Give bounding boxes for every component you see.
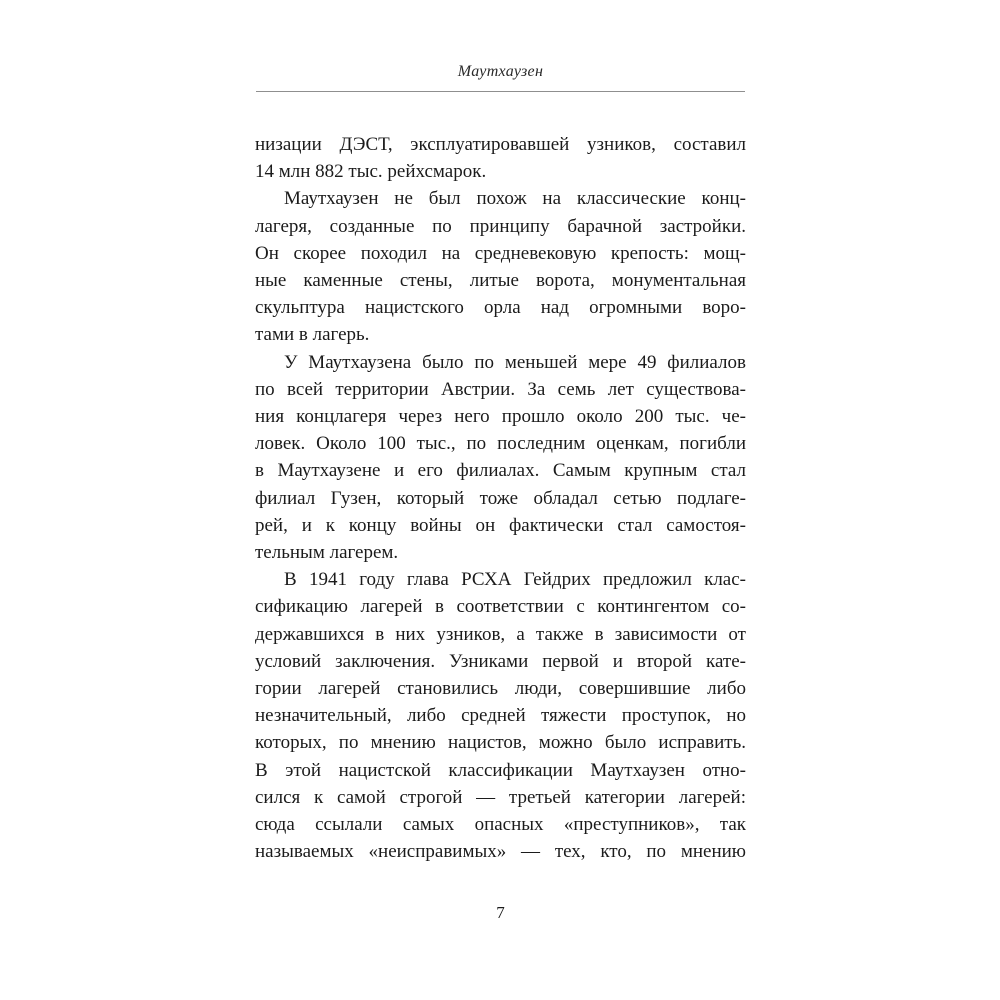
text-line: рей, и к концу войны он фактически стал самостоя- xyxy=(255,514,746,536)
text-line: условий заключения. Узниками первой и второй кате- xyxy=(255,650,746,672)
text-line: сюда ссылали самых опасных «преступников», так xyxy=(255,814,746,836)
text-line: 14 млн 882 тыс. рейхсмарок. xyxy=(255,161,487,183)
text-line: незначительный, либо средней тяжести проступок, но xyxy=(255,705,746,727)
text-line: скульптура нацистского орла над огромными воро- xyxy=(255,297,746,319)
body-text xyxy=(255,131,746,865)
header-rule xyxy=(256,91,745,92)
running-title: Маутхаузен xyxy=(457,63,544,80)
text-line: Он скорее походил на средневековую крепость: мощ- xyxy=(255,242,746,264)
text-line: тами в лагерь. xyxy=(255,324,370,346)
text-line: ловек. Около 100 тыс., по последним оценкам, погибли xyxy=(255,433,746,455)
text-line: тельным лагерем. xyxy=(255,542,399,564)
text-line: ные каменные стены, литые ворота, монументальная xyxy=(255,270,746,292)
text-line: в Маутхаузене и его филиалах. Самым крупным стал xyxy=(255,460,746,482)
text-line: сификацию лагерей в соответствии с контингентом со- xyxy=(255,596,746,618)
text-line: называемых «неисправимых» — тех, кто, по мнению xyxy=(255,841,746,863)
text-line: В этой нацистской классификации Маутхаузен отно- xyxy=(255,759,746,781)
text-line: У Маутхаузена было по меньшей мере 49 филиалов xyxy=(284,351,746,373)
text-line: гории лагерей становились люди, совершившие либо xyxy=(255,678,746,700)
page-number: 7 xyxy=(496,903,505,922)
text-line: ния концлагеря через него прошло около 200 тыс. че- xyxy=(255,406,746,428)
text-line: В 1941 году глава РСХА Гейдрих предложил клас- xyxy=(284,569,746,591)
text-line: лагеря, созданные по принципу барачной застройки. xyxy=(255,215,746,237)
text-line: державшихся в них узников, а также в зависимости от xyxy=(255,623,746,645)
text-line: по всей территории Австрии. За семь лет существова- xyxy=(255,378,746,400)
text-line: Маутхаузен не был похож на классические конц- xyxy=(284,188,746,210)
text-line: сился к самой строгой — третьей категории лагерей: xyxy=(255,786,746,808)
text-line: филиал Гузен, который тоже обладал сетью подлаге- xyxy=(255,487,746,509)
text-line: которых, по мнению нацистов, можно было исправить. xyxy=(255,732,746,754)
text-line: низации ДЭСТ, эксплуатировавшей узников, составил xyxy=(255,134,746,155)
